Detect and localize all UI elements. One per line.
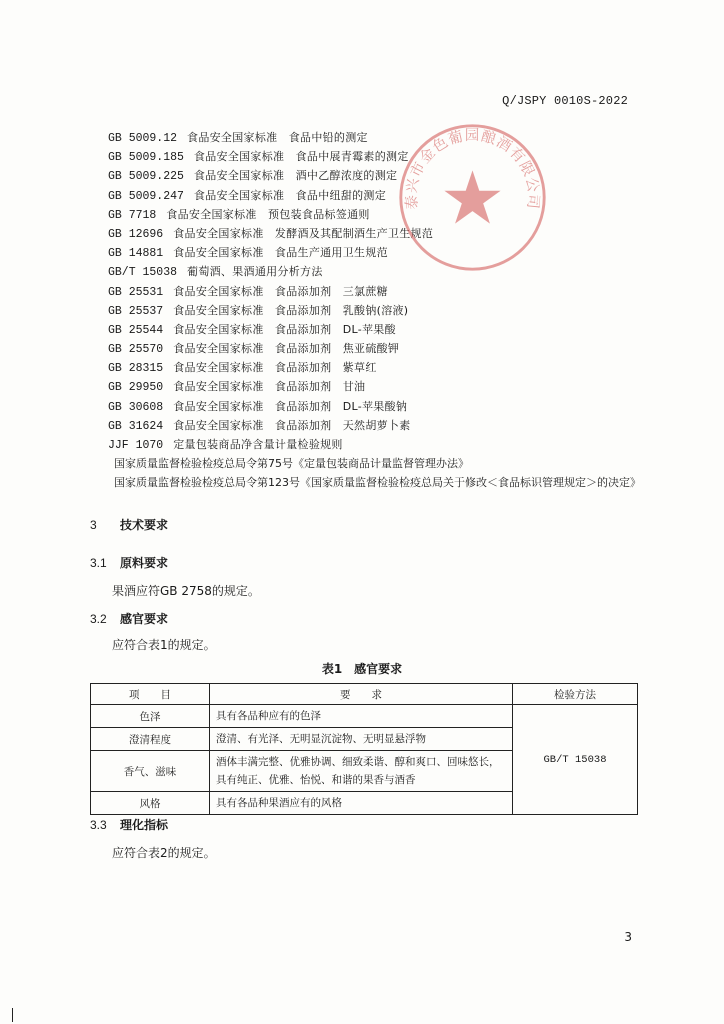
section-text: 果酒应符GB 2758的规定。: [112, 584, 260, 598]
reference-code: GB 25544: [108, 323, 164, 337]
reference-title: 食品安全国家标准 酒中乙醇浓度的测定: [193, 169, 398, 183]
row-item: 风格: [91, 792, 210, 815]
reference-code: GB 25570: [108, 343, 164, 357]
reference-item: [108, 166, 648, 185]
reference-code: GB 14881: [108, 247, 164, 261]
reference-title: 食品安全国家标准 食品添加剂 天然胡萝卜素: [173, 418, 411, 432]
reference-title: 食品安全国家标准 食品生产通用卫生规范: [173, 246, 388, 260]
reference-title: 食品安全国家标准 食品添加剂 紫草红: [173, 361, 377, 375]
reference-title: 定量包装商品净含量计量检验规则: [173, 438, 343, 451]
table-row: [91, 705, 638, 728]
reference-title: 食品安全国家标准 食品添加剂 乳酸钠(溶液): [173, 303, 409, 317]
row-requirement: 具有各品种果酒应有的风格: [210, 792, 513, 815]
section-number: 3.1: [90, 556, 107, 570]
reference-item: [108, 147, 648, 166]
section-number: 3.2: [90, 612, 107, 626]
reference-title: 食品安全国家标准 发酵酒及其配制酒生产卫生规范: [173, 226, 434, 240]
reference-title: 食品安全国家标准 食品中铅的测定: [187, 131, 368, 144]
reference-code: GB 5009.185: [108, 151, 184, 165]
reference-item: [108, 397, 648, 416]
regulation-note: 国家质量监督检验检疫总局令第123号《国家质量监督检验检疫总局关于修改＜食品标识管理规定＞的决定》: [114, 476, 641, 490]
section-heading-3: [90, 516, 168, 533]
section-heading-3-2: [90, 610, 168, 627]
reference-code: GB 25531: [108, 285, 164, 299]
scan-margin-mark: [12, 1008, 13, 1022]
reference-code: GB 5009.12: [108, 132, 178, 145]
reference-code: GB 31624: [108, 419, 164, 433]
company-seal-stamp: [395, 120, 550, 275]
row-requirement: 酒体丰满完整、优雅协调、细致柔谐、醇和爽口、回味悠长，具有纯正、优雅、怡悦、和谐的果香与酒香: [210, 751, 513, 792]
reference-title: 食品安全国家标准 预包装食品标签通则: [166, 207, 370, 221]
reference-item: [108, 243, 648, 262]
row-requirement: 具有各品种应有的色泽: [210, 705, 513, 728]
reference-title: 食品安全国家标准 食品添加剂 三氯蔗糖: [173, 284, 388, 298]
section-title: 原料要求: [120, 556, 169, 570]
reference-item: [108, 377, 648, 396]
reference-title: 食品安全国家标准 食品添加剂 焦亚硫酸钾: [173, 342, 400, 356]
reference-item: [108, 416, 648, 435]
reference-code: GB 12696: [108, 227, 164, 241]
reference-item: [108, 262, 648, 281]
reference-code: GB 7718: [108, 208, 157, 222]
method-cell: GB/T 15038: [513, 705, 638, 815]
table-caption: 表1 感官要求: [321, 662, 403, 676]
regulation-note: 国家质量监督检验检疫总局令第75号《定量包装商品计量监督管理办法》: [114, 457, 469, 471]
reference-title: 食品安全国家标准 食品添加剂 DL-苹果酸: [173, 322, 396, 336]
seal-text: 泰兴市金色葡园酿酒有限公司: [403, 128, 542, 211]
row-item: 色泽: [91, 705, 210, 728]
reference-code: GB 5009.247: [108, 189, 184, 203]
reference-title: 食品安全国家标准 食品中展青霉素的测定: [193, 150, 409, 164]
reference-item: [108, 282, 648, 301]
reference-item: [108, 128, 648, 147]
section-title: 技术要求: [120, 518, 169, 532]
section-number: 3.3: [90, 818, 107, 832]
page-number: 3: [624, 930, 632, 944]
reference-item: [108, 435, 648, 454]
reference-title: 食品安全国家标准 食品中纽甜的测定: [193, 188, 387, 202]
reference-item: [108, 186, 648, 205]
reference-item: [108, 339, 648, 358]
row-item: 香气、滋味: [91, 751, 210, 792]
reference-code: GB 28315: [108, 362, 164, 376]
reference-code: GB/T 15038: [108, 266, 178, 280]
reference-code: GB 29950: [108, 381, 164, 395]
header-method: 检验方法: [513, 684, 638, 705]
section-number: 3: [90, 518, 97, 532]
reference-item: [108, 358, 648, 377]
header-item: 项 目: [91, 684, 210, 705]
reference-item: [108, 205, 648, 224]
reference-code: JJF 1070: [108, 439, 164, 452]
reference-title: 葡萄酒、果酒通用分析方法: [187, 265, 323, 279]
reference-item: [108, 301, 648, 320]
reference-item: [108, 320, 648, 339]
sensory-requirements-table: [90, 683, 638, 815]
reference-code: GB 5009.225: [108, 170, 184, 184]
normative-references-list: [108, 128, 648, 492]
reference-code: GB 25537: [108, 304, 164, 318]
seal-star-icon: [444, 170, 500, 223]
section-text: 应符合表2的规定。: [112, 846, 216, 860]
section-heading-3-3: [90, 816, 168, 833]
reference-item: [108, 224, 648, 243]
section-heading-3-1: [90, 554, 168, 571]
document-code: Q/JSPY 0010S-2022: [502, 94, 628, 108]
table-header-row: [91, 684, 638, 705]
row-requirement: 澄清、有光泽、无明显沉淀物、无明显悬浮物: [210, 728, 513, 751]
reference-title: 食品安全国家标准 食品添加剂 DL-苹果酸钠: [173, 399, 408, 413]
row-item: 澄清程度: [91, 728, 210, 751]
header-requirement: 要 求: [210, 684, 513, 705]
reference-title: 食品安全国家标准 食品添加剂 甘油: [173, 380, 366, 394]
reference-code: GB 30608: [108, 400, 164, 414]
section-text: 应符合表1的规定。: [112, 638, 216, 652]
section-title: 理化指标: [120, 818, 169, 832]
section-title: 感官要求: [120, 612, 169, 626]
